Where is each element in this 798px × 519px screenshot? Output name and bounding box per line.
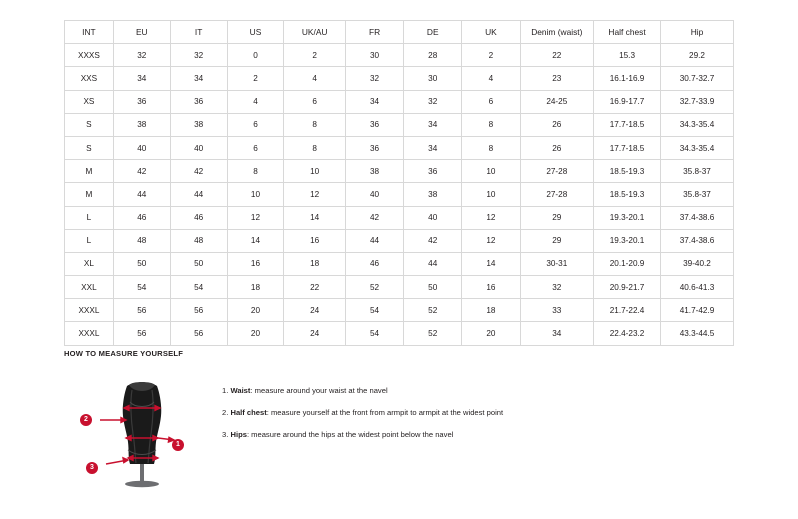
cell-fr: 36 [345, 136, 403, 159]
cell-it: 38 [170, 113, 227, 136]
cell-de: 32 [404, 90, 462, 113]
cell-uk: 14 [462, 252, 520, 275]
cell-de: 52 [404, 299, 462, 322]
cell-eu: 40 [113, 136, 170, 159]
cell-denim: 22 [520, 44, 594, 67]
cell-eu: 42 [113, 160, 170, 183]
cell-denim: 32 [520, 276, 594, 299]
cell-denim: 29 [520, 206, 594, 229]
cell-us: 20 [227, 299, 284, 322]
cell-denim: 23 [520, 67, 594, 90]
mannequin-illustration-icon [80, 368, 200, 488]
cell-fr: 32 [345, 67, 403, 90]
cell-fr: 52 [345, 276, 403, 299]
table-row [65, 183, 734, 206]
cell-denim: 33 [520, 299, 594, 322]
callout-badge-3: 3 [86, 462, 98, 474]
cell-de: 36 [404, 160, 462, 183]
cell-de: 30 [404, 67, 462, 90]
column-header-half-chest: Half chest [594, 21, 661, 44]
cell-half-chest: 16.9-17.7 [594, 90, 661, 113]
cell-half-chest: 18.5-19.3 [594, 183, 661, 206]
cell-eu: 34 [113, 67, 170, 90]
callout-badge-2: 2 [80, 414, 92, 426]
cell-it: 48 [170, 229, 227, 252]
column-header-hip: Hip [660, 21, 733, 44]
cell-half-chest: 17.7-18.5 [594, 113, 661, 136]
cell-it: 54 [170, 276, 227, 299]
cell-ukau: 6 [284, 90, 346, 113]
table-row [65, 322, 734, 345]
cell-eu: 48 [113, 229, 170, 252]
column-header-eu: EU [113, 21, 170, 44]
mannequin-figure [80, 368, 200, 488]
size-chart-table [64, 20, 734, 346]
cell-it: 40 [170, 136, 227, 159]
list-item [222, 380, 503, 402]
cell-it: 44 [170, 183, 227, 206]
cell-denim: 26 [520, 113, 594, 136]
column-header-us: US [227, 21, 284, 44]
cell-us: 10 [227, 183, 284, 206]
cell-uk: 8 [462, 113, 520, 136]
table-row [65, 299, 734, 322]
cell-int: S [65, 113, 114, 136]
cell-uk: 18 [462, 299, 520, 322]
cell-us: 2 [227, 67, 284, 90]
callout-badge-1: 1 [172, 439, 184, 451]
cell-half-chest: 18.5-19.3 [594, 160, 661, 183]
cell-eu: 36 [113, 90, 170, 113]
size-chart-body [65, 44, 734, 345]
cell-us: 6 [227, 136, 284, 159]
cell-ukau: 8 [284, 136, 346, 159]
cell-int: S [65, 136, 114, 159]
instruction-number-1: 1. [222, 386, 229, 395]
cell-us: 8 [227, 160, 284, 183]
instruction-term-2: Half chest [230, 408, 267, 417]
cell-de: 34 [404, 113, 462, 136]
cell-us: 20 [227, 322, 284, 345]
cell-us: 12 [227, 206, 284, 229]
cell-hip: 41.7-42.9 [660, 299, 733, 322]
cell-eu: 56 [113, 322, 170, 345]
cell-fr: 44 [345, 229, 403, 252]
cell-fr: 42 [345, 206, 403, 229]
cell-de: 38 [404, 183, 462, 206]
cell-fr: 36 [345, 113, 403, 136]
cell-eu: 44 [113, 183, 170, 206]
cell-fr: 40 [345, 183, 403, 206]
table-row [65, 206, 734, 229]
cell-half-chest: 22.4-23.2 [594, 322, 661, 345]
cell-hip: 40.6-41.3 [660, 276, 733, 299]
cell-de: 28 [404, 44, 462, 67]
column-header-de: DE [404, 21, 462, 44]
cell-it: 56 [170, 322, 227, 345]
cell-ukau: 8 [284, 113, 346, 136]
cell-int: L [65, 206, 114, 229]
cell-int: XXS [65, 67, 114, 90]
how-to-measure-title: HOW TO MEASURE YOURSELF [64, 349, 184, 358]
cell-hip: 35.8-37 [660, 183, 733, 206]
cell-ukau: 4 [284, 67, 346, 90]
list-item [222, 402, 503, 424]
instruction-text-3: : measure around the hips at the widest point below the navel [246, 430, 454, 439]
table-row [65, 136, 734, 159]
column-header-denim-waist: Denim (waist) [520, 21, 594, 44]
cell-ukau: 24 [284, 322, 346, 345]
cell-us: 0 [227, 44, 284, 67]
cell-ukau: 24 [284, 299, 346, 322]
cell-int: XXXL [65, 322, 114, 345]
cell-int: XXL [65, 276, 114, 299]
cell-uk: 10 [462, 160, 520, 183]
how-to-measure-body [64, 368, 734, 488]
cell-eu: 56 [113, 299, 170, 322]
cell-uk: 4 [462, 67, 520, 90]
cell-int: XL [65, 252, 114, 275]
table-row [65, 113, 734, 136]
table-row [65, 160, 734, 183]
cell-half-chest: 21.7-22.4 [594, 299, 661, 322]
cell-it: 56 [170, 299, 227, 322]
cell-hip: 37.4-38.6 [660, 229, 733, 252]
cell-it: 32 [170, 44, 227, 67]
column-header-int: INT [65, 21, 114, 44]
cell-denim: 29 [520, 229, 594, 252]
cell-ukau: 2 [284, 44, 346, 67]
cell-half-chest: 19.3-20.1 [594, 206, 661, 229]
cell-denim: 24-25 [520, 90, 594, 113]
cell-us: 18 [227, 276, 284, 299]
cell-it: 50 [170, 252, 227, 275]
cell-uk: 6 [462, 90, 520, 113]
size-chart-header [65, 21, 734, 44]
cell-int: L [65, 229, 114, 252]
list-item [222, 424, 503, 446]
cell-uk: 12 [462, 206, 520, 229]
cell-hip: 34.3-35.4 [660, 136, 733, 159]
how-to-measure-section [64, 349, 734, 488]
column-header-fr: FR [345, 21, 403, 44]
cell-ukau: 16 [284, 229, 346, 252]
table-row [65, 276, 734, 299]
cell-us: 14 [227, 229, 284, 252]
cell-half-chest: 20.9-21.7 [594, 276, 661, 299]
table-header-row [65, 21, 734, 44]
cell-de: 34 [404, 136, 462, 159]
table-row [65, 67, 734, 90]
cell-denim: 27-28 [520, 183, 594, 206]
cell-int: XXXL [65, 299, 114, 322]
cell-half-chest: 20.1-20.9 [594, 252, 661, 275]
cell-uk: 20 [462, 322, 520, 345]
cell-ukau: 18 [284, 252, 346, 275]
cell-uk: 8 [462, 136, 520, 159]
size-chart-container [64, 20, 734, 346]
cell-uk: 12 [462, 229, 520, 252]
instruction-text-1: : measure around your waist at the navel [250, 386, 388, 395]
cell-denim: 27-28 [520, 160, 594, 183]
cell-denim: 30-31 [520, 252, 594, 275]
cell-it: 42 [170, 160, 227, 183]
cell-us: 6 [227, 113, 284, 136]
cell-it: 34 [170, 67, 227, 90]
cell-ukau: 12 [284, 183, 346, 206]
cell-hip: 39-40.2 [660, 252, 733, 275]
cell-fr: 54 [345, 322, 403, 345]
cell-us: 4 [227, 90, 284, 113]
column-header-ukau: UK/AU [284, 21, 346, 44]
cell-denim: 26 [520, 136, 594, 159]
instruction-term-3: Hips [230, 430, 247, 439]
cell-uk: 16 [462, 276, 520, 299]
cell-hip: 29.2 [660, 44, 733, 67]
table-row [65, 229, 734, 252]
cell-de: 52 [404, 322, 462, 345]
cell-fr: 30 [345, 44, 403, 67]
cell-ukau: 10 [284, 160, 346, 183]
instruction-term-1: Waist [230, 386, 251, 395]
cell-fr: 38 [345, 160, 403, 183]
cell-half-chest: 19.3-20.1 [594, 229, 661, 252]
cell-hip: 37.4-38.6 [660, 206, 733, 229]
cell-eu: 32 [113, 44, 170, 67]
cell-uk: 10 [462, 183, 520, 206]
cell-half-chest: 16.1-16.9 [594, 67, 661, 90]
cell-fr: 46 [345, 252, 403, 275]
cell-eu: 50 [113, 252, 170, 275]
cell-hip: 35.8-37 [660, 160, 733, 183]
cell-half-chest: 15.3 [594, 44, 661, 67]
column-header-it: IT [170, 21, 227, 44]
cell-hip: 43.3-44.5 [660, 322, 733, 345]
cell-it: 36 [170, 90, 227, 113]
cell-eu: 46 [113, 206, 170, 229]
cell-ukau: 22 [284, 276, 346, 299]
cell-de: 40 [404, 206, 462, 229]
cell-hip: 30.7-32.7 [660, 67, 733, 90]
cell-ukau: 14 [284, 206, 346, 229]
cell-denim: 34 [520, 322, 594, 345]
table-row [65, 44, 734, 67]
cell-int: XXXS [65, 44, 114, 67]
cell-eu: 38 [113, 113, 170, 136]
cell-int: M [65, 183, 114, 206]
cell-de: 44 [404, 252, 462, 275]
instruction-number-3: 3. [222, 430, 229, 439]
measurement-instructions-list [222, 380, 503, 446]
cell-hip: 32.7-33.9 [660, 90, 733, 113]
column-header-uk: UK [462, 21, 520, 44]
cell-us: 16 [227, 252, 284, 275]
cell-de: 42 [404, 229, 462, 252]
cell-fr: 54 [345, 299, 403, 322]
cell-de: 50 [404, 276, 462, 299]
cell-it: 46 [170, 206, 227, 229]
cell-eu: 54 [113, 276, 170, 299]
instruction-number-2: 2. [222, 408, 229, 417]
cell-half-chest: 17.7-18.5 [594, 136, 661, 159]
cell-fr: 34 [345, 90, 403, 113]
cell-uk: 2 [462, 44, 520, 67]
table-row [65, 90, 734, 113]
cell-hip: 34.3-35.4 [660, 113, 733, 136]
instruction-text-2: : measure yourself at the front from armpit to armpit at the widest point [266, 408, 504, 417]
cell-int: M [65, 160, 114, 183]
cell-int: XS [65, 90, 114, 113]
table-row [65, 252, 734, 275]
